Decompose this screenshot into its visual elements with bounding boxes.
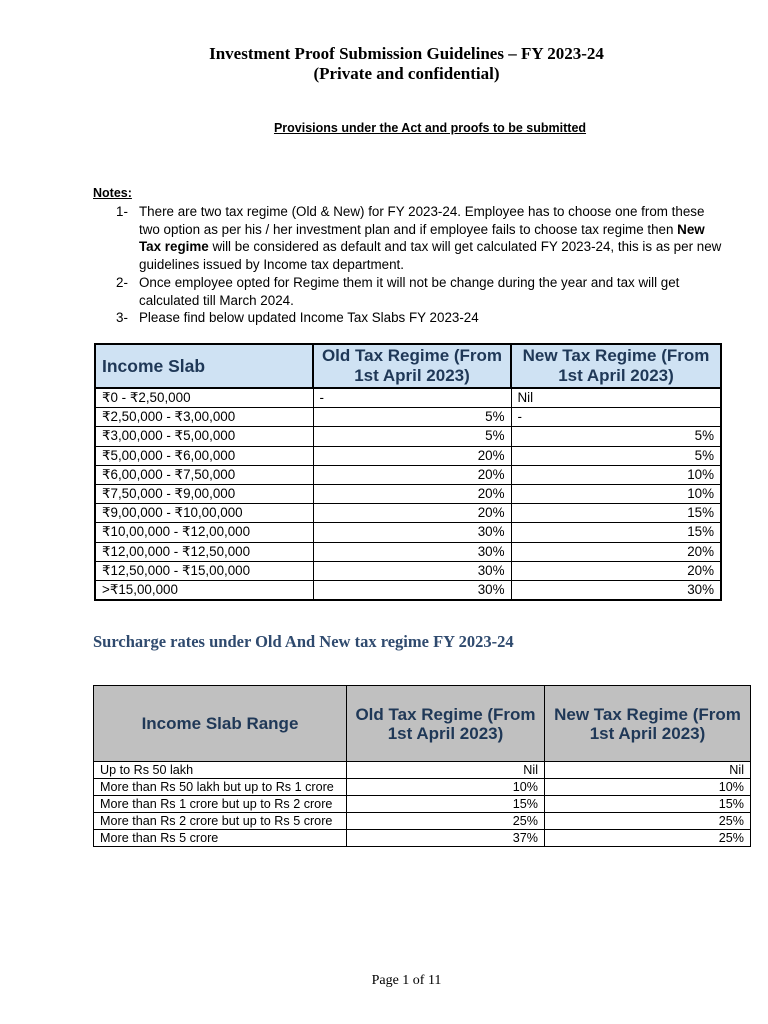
new-rate-cell: - — [511, 408, 721, 427]
table-row — [95, 388, 721, 408]
table-row — [95, 408, 721, 427]
note-number: 2- — [116, 275, 128, 290]
old-rate-cell: 20% — [313, 446, 511, 465]
slab-cell: ₹12,00,000 - ₹12,50,000 — [95, 542, 313, 561]
new-rate-cell: 15% — [511, 504, 721, 523]
page-number: Page 1 of 11 — [371, 973, 442, 988]
title-line-1: Investment Proof Submission Guidelines – FY 2023-24 — [209, 44, 604, 63]
new-rate-cell: 20% — [511, 542, 721, 561]
table-row — [94, 813, 751, 830]
table-row — [95, 427, 721, 446]
old-rate-cell: 20% — [313, 465, 511, 484]
new-rate-cell: 10% — [511, 465, 721, 484]
old-rate-cell: 5% — [313, 427, 511, 446]
old-rate-cell: 20% — [313, 504, 511, 523]
old-rate-cell: 30% — [313, 580, 511, 600]
note-text: Once employee opted for Regime them it will not be change during the year and tax will get calculated till March 2024. — [139, 275, 680, 308]
slab-cell: ₹9,00,000 - ₹10,00,000 — [95, 504, 313, 523]
new-rate-cell: 25% — [545, 813, 751, 830]
table-row — [95, 484, 721, 503]
surcharge-table — [93, 685, 751, 847]
old-rate-cell: 15% — [347, 796, 545, 813]
note-text — [139, 203, 728, 273]
income-tax-slab-table — [94, 343, 722, 601]
note-text-part: There are two tax regime (Old & New) for FY 2023-24. Employee has to choose one from these two option as per his / her investment plan and if employee fails to choose tax regime then — [139, 204, 705, 237]
slab-cell: >₹15,00,000 — [95, 580, 313, 600]
new-rate-cell: 5% — [511, 446, 721, 465]
slab-cell: ₹0 - ₹2,50,000 — [95, 388, 313, 408]
range-cell: More than Rs 50 lakh but up to Rs 1 crore — [94, 779, 347, 796]
old-rate-cell: - — [313, 388, 511, 408]
table-row — [95, 446, 721, 465]
table-row — [94, 779, 751, 796]
new-rate-cell: 20% — [511, 561, 721, 580]
new-rate-cell: 10% — [545, 779, 751, 796]
table-row — [94, 830, 751, 847]
new-rate-cell: 30% — [511, 580, 721, 600]
slab-cell: ₹10,00,000 - ₹12,00,000 — [95, 523, 313, 542]
old-rate-cell: 5% — [313, 408, 511, 427]
old-rate-cell: 20% — [313, 484, 511, 503]
new-rate-cell: 15% — [511, 523, 721, 542]
title-line-2: (Private and confidential) — [313, 64, 500, 83]
header-income-slab: Income Slab — [95, 344, 313, 388]
slab-cell: ₹3,00,000 - ₹5,00,000 — [95, 427, 313, 446]
note-text-part: will be considered as default and tax will get calculated FY 2023-24, this is as per new guidelines issued by Income tax department. — [139, 239, 722, 272]
range-cell: Up to Rs 50 lakh — [94, 762, 347, 779]
note-item-3 — [116, 309, 728, 327]
new-rate-cell: Nil — [511, 388, 721, 408]
new-rate-cell: 25% — [545, 830, 751, 847]
old-rate-cell: 25% — [347, 813, 545, 830]
header-new-regime: New Tax Regime (From 1st April 2023) — [511, 344, 721, 388]
notes-heading: Notes: — [93, 186, 132, 200]
range-cell: More than Rs 5 crore — [94, 830, 347, 847]
old-rate-cell: 37% — [347, 830, 545, 847]
note-item-2 — [116, 274, 728, 309]
table-row — [94, 762, 751, 779]
table-row — [95, 465, 721, 484]
note-item-1 — [116, 203, 728, 273]
slab-cell: ₹2,50,000 - ₹3,00,000 — [95, 408, 313, 427]
range-cell: More than Rs 2 crore but up to Rs 5 crore — [94, 813, 347, 830]
header-income-slab-range: Income Slab Range — [94, 686, 347, 762]
slab-cell: ₹12,50,000 - ₹15,00,000 — [95, 561, 313, 580]
note-text: Please find below updated Income Tax Slabs FY 2023-24 — [139, 310, 479, 325]
old-rate-cell: Nil — [347, 762, 545, 779]
range-cell: More than Rs 1 crore but up to Rs 2 crore — [94, 796, 347, 813]
table-row — [95, 542, 721, 561]
note-number: 3- — [116, 310, 128, 325]
new-rate-cell: Nil — [545, 762, 751, 779]
slab-cell: ₹5,00,000 - ₹6,00,000 — [95, 446, 313, 465]
old-rate-cell: 30% — [313, 523, 511, 542]
header-new-regime: New Tax Regime (From 1st April 2023) — [545, 686, 751, 762]
slab-cell: ₹6,00,000 - ₹7,50,000 — [95, 465, 313, 484]
provisions-subheading: Provisions under the Act and proofs to be submitted — [273, 121, 587, 135]
document-title — [0, 44, 768, 84]
table-header-row — [95, 344, 721, 388]
header-old-regime: Old Tax Regime (From 1st April 2023) — [313, 344, 511, 388]
table-row — [95, 580, 721, 600]
new-rate-cell: 15% — [545, 796, 751, 813]
old-rate-cell: 30% — [313, 542, 511, 561]
table-header-row — [94, 686, 751, 762]
note-text-bold: New Tax regime — [139, 221, 705, 254]
surcharge-heading: Surcharge rates under Old And New tax regime FY 2023-24 — [93, 632, 514, 651]
new-rate-cell: 5% — [511, 427, 721, 446]
table-row — [95, 504, 721, 523]
old-rate-cell: 10% — [347, 779, 545, 796]
slab-cell: ₹7,50,000 - ₹9,00,000 — [95, 484, 313, 503]
table-row — [94, 796, 751, 813]
header-old-regime: Old Tax Regime (From 1st April 2023) — [347, 686, 545, 762]
new-rate-cell: 10% — [511, 484, 721, 503]
table-row — [95, 523, 721, 542]
table-row — [95, 561, 721, 580]
old-rate-cell: 30% — [313, 561, 511, 580]
note-number: 1- — [116, 204, 128, 219]
